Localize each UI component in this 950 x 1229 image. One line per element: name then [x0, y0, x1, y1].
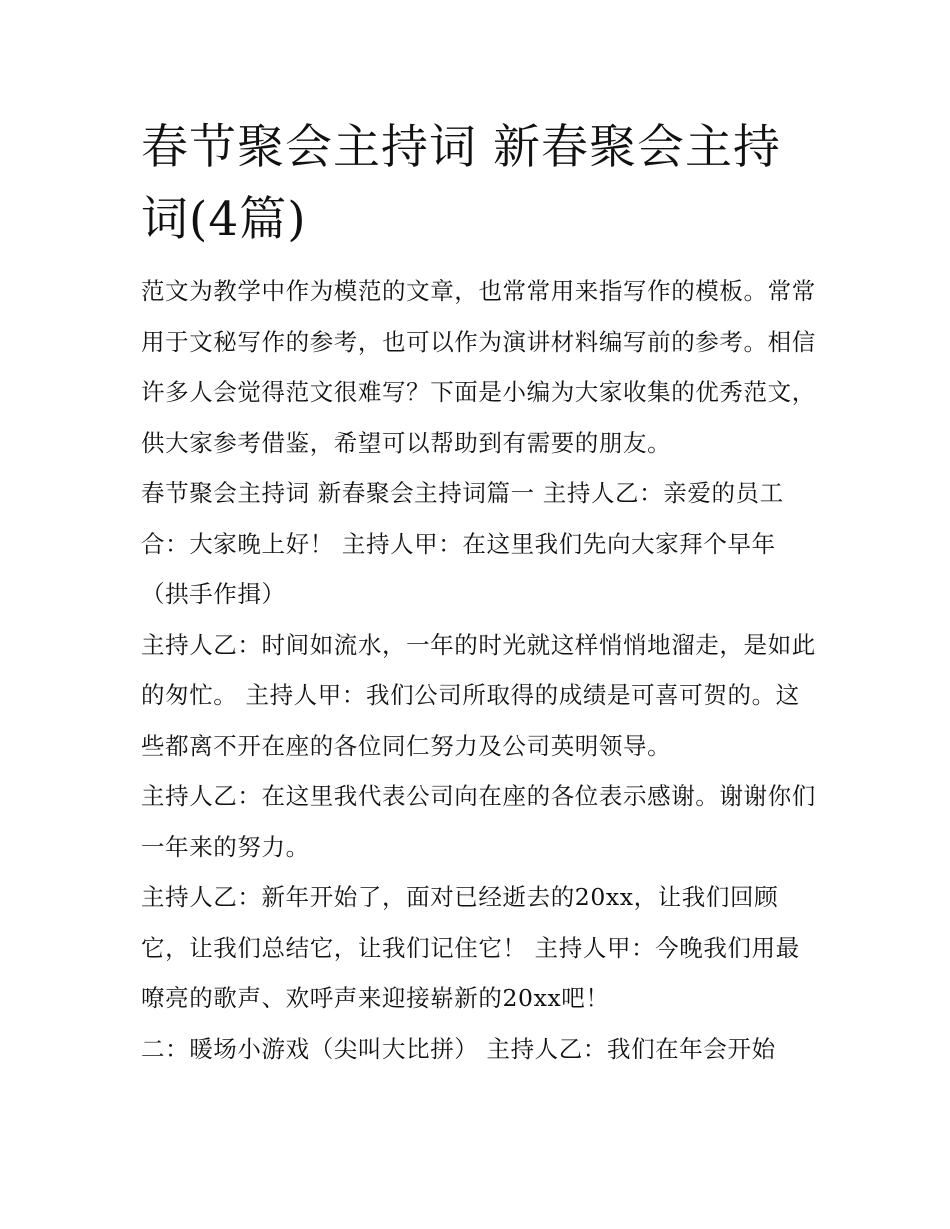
- body-paragraph: 二：暖场小游戏（尖叫大比拼） 主持人乙：我们在年会开始: [141, 1034, 776, 1063]
- body-paragraph: 主持人乙：时间如流水，一年的时光就这样悄悄地溜走，是如此的匆忙。 主持人甲：我们公司所取得的成绩是可喜可贺的。这些都离不开在座的各位同仁努力及公司英明领导。: [141, 630, 816, 760]
- body-paragraph: 主持人乙：在这里我代表公司向在座的各位表示感谢。谢谢你们一年来的努力。: [141, 782, 816, 861]
- body-paragraph: 主持人乙：新年开始了，面对已经逝去的20xx，让我们回顾它，让我们总结它，让我们记住它！ 主持人甲：今晚我们用最嘹亮的歌声、欢呼声来迎接崭新的20xx吧！: [141, 883, 800, 1012]
- document-page: [141, 112, 816, 1074]
- body-paragraph: 春节聚会主持词 新春聚会主持词篇一 主持人乙：亲爱的员工合：大家晚上好！ 主持人甲：在这里我们先向大家拜个早年（拱手作揖）: [141, 479, 784, 608]
- document-title: 春节聚会主持词 新春聚会主持词(4篇): [141, 120, 781, 247]
- intro-paragraph: 范文为教学中作为模范的文章，也常常用来指写作的模板。常常用于文秘写作的参考，也可以作为演讲材料编写前的参考。相信许多人会觉得范文很难写？下面是小编为大家收集的优秀范文，供大家参考借鉴，希望可以帮助到有需要的朋友。: [141, 277, 816, 457]
